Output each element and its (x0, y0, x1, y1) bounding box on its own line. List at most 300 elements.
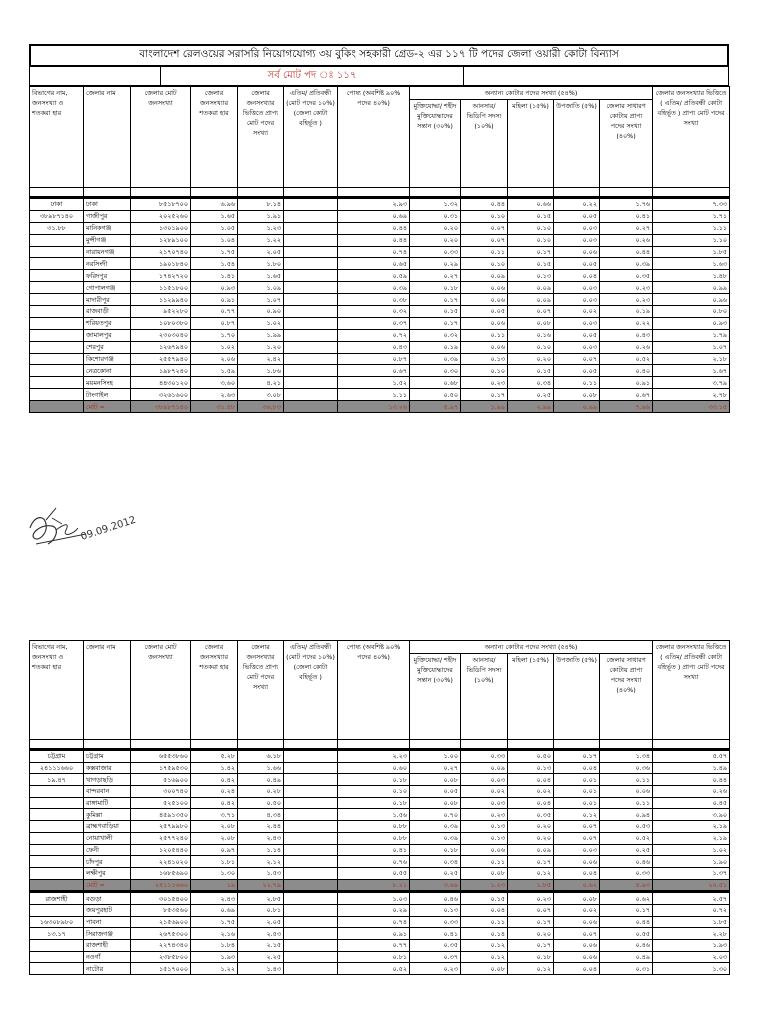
cell-division (30, 341, 84, 353)
cell-ansar-vdp: ০.১৩ (461, 832, 508, 844)
cell-feeder-quota: ১.০৩ (338, 892, 410, 905)
total-row (30, 401, 730, 413)
cell-women: ০.১৭ (508, 940, 554, 952)
cell-district: মোট = (84, 879, 131, 892)
cell-population: ৩৮৯৮৭১৪০ (131, 401, 191, 413)
cell-general-quota: ১.৩৪ (600, 750, 653, 763)
cell-feeder-quota: ১৩.২৬ (338, 401, 410, 413)
cell-general-quota: ০.১৭ (600, 904, 653, 916)
cell-division (30, 809, 84, 821)
table-row (30, 809, 730, 821)
cell-ansar-vdp: ০.১৩ (461, 821, 508, 833)
table-row (30, 774, 730, 786)
cell-freedom-fighter: ০.৩৫ (410, 940, 461, 952)
cell-tribal: ০.১২ (554, 809, 600, 821)
cell-ansar-vdp: ০.০৬ (461, 294, 508, 306)
cell-posts-by-population: ৪.৩৪ (238, 809, 284, 821)
cell-final-posts: ০.৪৪ (653, 774, 730, 786)
header-freedom-fighter: মুক্তিযোদ্ধা/ শহীদ মুক্তিযোদ্ধাদের সন্তান (৩০%) (410, 99, 461, 187)
cell-posts-by-population: ১.৮০ (238, 258, 284, 270)
cell-final-posts: ০.৯৩ (653, 317, 730, 329)
cell-women: ০.৫০ (508, 750, 554, 763)
cell-feeder-quota: ০.৫৯ (338, 270, 410, 282)
cell-final-posts: ৩.৭৯ (653, 377, 730, 389)
cell-percent: ১.৭৫ (191, 916, 238, 928)
cell-tribal: ০.০৭ (554, 928, 600, 940)
cell-ansar-vdp: ০.১৪ (461, 928, 508, 940)
header-other-quota: অন্যান্য কোটার পদের সংখ্যা (৫৪%) (410, 641, 653, 654)
cell-tribal: ০.১১ (554, 377, 600, 389)
cell-district: শেরপুর (84, 341, 131, 353)
cell-tribal: ০.০৩ (554, 294, 600, 306)
table-row (30, 928, 730, 940)
spacer-cell (338, 188, 410, 198)
table-row (30, 270, 730, 282)
cell-district: লক্ষীপুর (84, 867, 131, 879)
table-row (30, 317, 730, 329)
cell-orphan-quota (284, 786, 338, 798)
cell-general-quota: ০.৪৯ (600, 951, 653, 963)
cell-final-posts: ১.১০ (653, 234, 730, 246)
cell-feeder-quota: ১.১১ (338, 389, 410, 401)
cell-final-posts: ২০.৫১ (653, 879, 730, 892)
cell-feeder-quota: ০.৩৯ (338, 282, 410, 294)
header-final-posts: জেলার জনসংখ্যার ভিত্তিতে ( এতিম/ প্রতিবন্ধী কোটা বহির্ভূত ) প্রাপ্য মোট পদের সংখ্যা (653, 641, 730, 740)
cell-percent: ০.৪২ (191, 797, 238, 809)
cell-population: ১১২৯৯৪০ (131, 294, 191, 306)
cell-district: মুন্সীগঞ্জ (84, 234, 131, 246)
cell-general-quota: ০.২৩ (600, 294, 653, 306)
spacer-cell (284, 740, 338, 750)
cell-freedom-fighter: ০.১৮ (410, 282, 461, 294)
cell-division (30, 856, 84, 868)
cell-division: ১৬৩০৮৯৮০ (30, 916, 84, 928)
cell-posts-by-population: ২.৮৫ (238, 892, 284, 905)
cell-final-posts: ০.৮০ (653, 306, 730, 318)
cell-division (30, 786, 84, 798)
cell-posts-by-population: ০.৮১ (238, 904, 284, 916)
cell-district: মাদারীপুর (84, 294, 131, 306)
cell-final-posts: ১.৭৯ (653, 329, 730, 341)
cell-final-posts: ২.৫৭ (653, 892, 730, 905)
cell-tribal: ০.০৬ (554, 856, 600, 868)
cell-tribal: ০.০৪ (554, 963, 600, 975)
header-freedom-fighter: মুক্তিযোদ্ধা/ শহীদ মুক্তিযোদ্ধাদের সন্তান (৩০%) (410, 653, 461, 739)
cell-feeder-quota: ০.৩২ (338, 306, 410, 318)
cell-population: ২৩৮৫৮০০ (131, 951, 191, 963)
cell-freedom-fighter: ০.৩০ (410, 365, 461, 377)
cell-division: ২৪১১১৬৬০ (30, 762, 84, 774)
cell-ansar-vdp: ০.০৩ (461, 774, 508, 786)
cell-ansar-vdp: ০.০৬ (461, 844, 508, 856)
cell-orphan-quota (284, 809, 338, 821)
cell-population: ৬৫৫৩৮৬০ (131, 750, 191, 763)
subtitle-row (29, 67, 729, 86)
cell-final-posts: ২.০৩ (653, 951, 730, 963)
cell-division: ঢাকা (30, 198, 84, 211)
spacer-cell (191, 740, 238, 750)
cell-percent: ০.৪২ (191, 774, 238, 786)
table-row (30, 234, 730, 246)
cell-freedom-fighter: ০.৪১ (410, 928, 461, 940)
cell-division (30, 282, 84, 294)
cell-district: নাটোর (84, 963, 131, 975)
cell-women: ০.১৭ (508, 856, 554, 868)
cell-tribal: ০.০৩ (554, 844, 600, 856)
table-row (30, 306, 730, 318)
cell-ansar-vdp: ০.১১ (461, 856, 508, 868)
cell-ansar-vdp: ০.০৪ (461, 904, 508, 916)
spacer-cell (600, 740, 653, 750)
cell-tribal: ০.০১ (554, 774, 600, 786)
signature-date: 09.09.2012 (79, 514, 138, 543)
cell-division: ১৯.৪৭ (30, 774, 84, 786)
table-row (30, 867, 730, 879)
cell-percent: ৩.৭১ (191, 809, 238, 821)
cell-ansar-vdp: ০.০৩ (461, 797, 508, 809)
table-row (30, 940, 730, 952)
cell-final-posts: ১.৪৮ (653, 270, 730, 282)
cell-freedom-fighter: ০.০৮ (410, 797, 461, 809)
cell-general-quota: ৭.৯৬ (600, 401, 653, 413)
cell-orphan-quota (284, 963, 338, 975)
cell-orphan-quota (284, 246, 338, 258)
cell-orphan-quota (284, 832, 338, 844)
cell-final-posts: ১.৯৩ (653, 940, 730, 952)
cell-ansar-vdp: ০.১১ (461, 916, 508, 928)
table-row (30, 916, 730, 928)
table-row (30, 797, 730, 809)
cell-posts-by-population: ১.৮৬ (238, 365, 284, 377)
cell-district: ব্রাহ্মণবাড়িয়া (84, 821, 131, 833)
cell-feeder-quota: ১.৫৬ (338, 809, 410, 821)
cell-women: ০.২০ (508, 928, 554, 940)
cell-division: ৩১.৮৮ (30, 222, 84, 234)
cell-population: ১২৮৯১০০ (131, 234, 191, 246)
header-ansar-vdp: আনসার/ ভিডিপি সদস্য (১০%) (461, 653, 508, 739)
table-row (30, 844, 730, 856)
cell-feeder-quota: ০.৭৪ (338, 916, 410, 928)
cell-percent: ১.৫৯ (191, 365, 238, 377)
cell-orphan-quota (284, 389, 338, 401)
cell-district: নেত্রকোনা (84, 365, 131, 377)
cell-division (30, 306, 84, 318)
cell-general-quota: ০.৫৩ (600, 821, 653, 833)
cell-district: গোপালগঞ্জ (84, 282, 131, 294)
cell-percent: ১.৩০ (191, 867, 238, 879)
cell-general-quota: ০.২৬ (600, 234, 653, 246)
cell-percent: ০.২৪ (191, 786, 238, 798)
cell-tribal: ০.০৪ (554, 867, 600, 879)
cell-ansar-vdp: ০.০৮ (461, 963, 508, 975)
cell-population: ১২০৫৪৪০ (131, 844, 191, 856)
cell-ansar-vdp: ০.১১ (461, 329, 508, 341)
cell-feeder-quota: ০.২৯ (338, 904, 410, 916)
cell-women: ০.০৯ (508, 294, 554, 306)
cell-district: মোট = (84, 401, 131, 413)
cell-percent: ২.০৬ (191, 353, 238, 365)
table-row (30, 786, 730, 798)
cell-feeder-quota: ২.৯৩ (338, 198, 410, 211)
cell-tribal: ০.০২ (554, 904, 600, 916)
cell-freedom-fighter: ০.৩৩ (410, 916, 461, 928)
cell-posts-by-population: ১.৪৩ (238, 963, 284, 975)
cell-general-quota: ০.৩৬ (600, 762, 653, 774)
cell-tribal: ০.০৬ (554, 951, 600, 963)
cell-tribal: ০.০৫ (554, 258, 600, 270)
cell-district: জামালপুর (84, 329, 131, 341)
spacer-cell (653, 740, 730, 750)
cell-general-quota: ০.৫২ (600, 832, 653, 844)
cell-feeder-quota: ০.৫২ (338, 963, 410, 975)
cell-orphan-quota (284, 341, 338, 353)
cell-final-posts: ১.৭১ (653, 210, 730, 222)
spacer-cell (191, 188, 238, 198)
cell-women: ০.১৫ (508, 258, 554, 270)
cell-tribal: ০.০৭ (554, 832, 600, 844)
cell-posts-by-population: ২.২৫ (238, 951, 284, 963)
table-row (30, 365, 730, 377)
cell-percent: ২.৬৩ (191, 389, 238, 401)
cell-population: ১৭৫৯৫৩০ (131, 762, 191, 774)
cell-ansar-vdp: ০.২৩ (461, 809, 508, 821)
cell-division (30, 270, 84, 282)
table-header (30, 641, 730, 740)
cell-population: ৮৫৩৫৬০ (131, 904, 191, 916)
table-row (30, 951, 730, 963)
cell-population: ২৪১১১৬৬০ (131, 879, 191, 892)
cell-tribal: ০.০৫ (554, 329, 600, 341)
cell-division (30, 940, 84, 952)
cell-district: নারায়নগঞ্জ (84, 246, 131, 258)
cell-orphan-quota (284, 377, 338, 389)
cell-posts-by-population: ০.৪৯ (238, 774, 284, 786)
cell-feeder-quota: ০.৮৮ (338, 821, 410, 833)
cell-orphan-quota (284, 258, 338, 270)
cell-freedom-fighter: ০.৬৮ (410, 377, 461, 389)
cell-orphan-quota (284, 353, 338, 365)
cell-percent: ৫.২৮ (191, 750, 238, 763)
cell-ansar-vdp: ০.২৩ (461, 377, 508, 389)
cell-tribal: ০.০৪ (554, 762, 600, 774)
cell-percent: ০.৮৭ (191, 317, 238, 329)
cell-women: ০.৬৬ (508, 198, 554, 211)
cell-orphan-quota (284, 401, 338, 413)
cell-general-quota: ০.৯১ (600, 377, 653, 389)
cell-women: ০.০২ (508, 786, 554, 798)
cell-orphan-quota (284, 774, 338, 786)
cell-posts-by-population: ১.৬৫ (238, 270, 284, 282)
cell-final-posts: ৫.৫৭ (653, 750, 730, 763)
cell-general-quota: ১.৭৬ (600, 198, 653, 211)
cell-women: ০.০৮ (508, 317, 554, 329)
cell-final-posts: ০.৯৯ (653, 282, 730, 294)
cell-general-quota: ০.২৭ (600, 222, 653, 234)
cell-posts-by-population: ০.২৮ (238, 786, 284, 798)
cell-feeder-quota: ২.২৩ (338, 750, 410, 763)
cell-district: বগুড়া (84, 892, 131, 905)
cell-posts-by-population: ৩৬.৮৩ (238, 401, 284, 413)
cell-tribal: ০.২২ (554, 198, 600, 211)
cell-percent: ৬.৯৬ (191, 198, 238, 211)
cell-population: ২৬৭৫৩০০ (131, 928, 191, 940)
cell-posts-by-population: ১.০২ (238, 317, 284, 329)
cell-final-posts: ১.৩০ (653, 963, 730, 975)
cell-tribal: ০.০৫ (554, 365, 600, 377)
cell-women: ০.০৭ (508, 306, 554, 318)
cell-population: ১০৮০৩৮০ (131, 317, 191, 329)
cell-population: ১৯০১৮৪০ (131, 258, 191, 270)
cell-freedom-fighter: ০.২৭ (410, 270, 461, 282)
cell-percent: ১.৭৫ (191, 246, 238, 258)
cell-division: ১৩.১৭ (30, 928, 84, 940)
spacer-cell (131, 740, 191, 750)
cell-freedom-fighter: ১.৩২ (410, 198, 461, 211)
cell-feeder-quota: ০.৪৪ (338, 222, 410, 234)
cell-percent: ১.৪১ (191, 270, 238, 282)
cell-percent: ১.০৪ (191, 234, 238, 246)
cell-district: খাগড়াছড়ি (84, 774, 131, 786)
cell-posts-by-population: ২২.৭৯ (238, 879, 284, 892)
header-women: মহিলা (১৫%) (508, 653, 554, 739)
header-general-quota: জেলার সাধারণ কোটায় প্রাপ্য পদের সংখ্যা (৪০%) (600, 653, 653, 739)
cell-general-quota: ০.৬২ (600, 892, 653, 905)
header-posts-by-population: জেলার জনসংখ্যার ভিত্তিতে প্রাপ্য মোট পদের সংখ্যা (238, 87, 284, 188)
cell-orphan-quota (284, 916, 338, 928)
cell-women: ০.০৯ (508, 282, 554, 294)
cell-division (30, 377, 84, 389)
cell-women: ০.৩৫ (508, 809, 554, 821)
cell-percent: ০.৯৭ (191, 844, 238, 856)
cell-women: ২.৯৯ (508, 401, 554, 413)
cell-tribal: ০.০৮ (554, 892, 600, 905)
cell-freedom-fighter: ০.৩২ (410, 329, 461, 341)
cell-freedom-fighter: ০.৩৯ (410, 832, 461, 844)
cell-division (30, 317, 84, 329)
cell-general-quota: ০.৯৪ (600, 809, 653, 821)
cell-feeder-quota: ০.৭৭ (338, 940, 410, 952)
cell-feeder-quota: ০.৬৭ (338, 365, 410, 377)
cell-women: ০.২৩ (508, 892, 554, 905)
cell-division (30, 951, 84, 963)
cell-final-posts: ০.২৬ (653, 786, 730, 798)
cell-general-quota: ০.৪৪ (600, 246, 653, 258)
cell-tribal: ০.০৩ (554, 317, 600, 329)
cell-posts-by-population: ২.১২ (238, 856, 284, 868)
cell-general-quota: ০.৫৫ (600, 928, 653, 940)
cell-district: সিরাজগঞ্জ (84, 928, 131, 940)
spacer-cell (30, 740, 84, 750)
cell-ansar-vdp: ০.১৩ (461, 353, 508, 365)
header-general-quota: জেলার সাধারণ কোটায় প্রাপ্য পদের সংখ্যা (৪০%) (600, 99, 653, 187)
header-final-posts: জেলার জনসংখ্যার ভিত্তিতে ( এতিম/ প্রতিবন্ধী কোটা বহির্ভূত ) প্রাপ্য মোট পদের সংখ্যা (653, 87, 730, 188)
cell-division: রাজশাহী (30, 892, 84, 905)
cell-ansar-vdp: ০.০৬ (461, 282, 508, 294)
header-orphan-quota: এতিম/ প্রতিবন্ধী (মোট পদের ১০%) (জেলা কোটা বহির্ভূত ) (284, 641, 338, 740)
cell-division (30, 234, 84, 246)
cell-ansar-vdp: ০.০৭ (461, 222, 508, 234)
spacer-cell (410, 740, 461, 750)
cell-women: ০.২০ (508, 353, 554, 365)
cell-final-posts: ৩৩.১৫ (653, 401, 730, 413)
cell-final-posts: ২.১৮ (653, 353, 730, 365)
cell-women: ০.১৭ (508, 916, 554, 928)
cell-general-quota: ০.৪৬ (600, 856, 653, 868)
header-other-quota: অন্যান্য কোটার পদের সংখ্যা (৫৪%) (410, 87, 653, 100)
cell-freedom-fighter: ০.৭০ (410, 809, 461, 821)
cell-tribal: ০.০৮ (554, 389, 600, 401)
cell-feeder-quota: ১.৫২ (338, 377, 410, 389)
spacer-cell (554, 188, 600, 198)
cell-population: ১৬৮৫৬৯০ (131, 867, 191, 879)
spacer-cell (84, 188, 131, 198)
header-district: জেলার নাম (84, 641, 131, 740)
cell-freedom-fighter: ০.৩৭ (410, 951, 461, 963)
table-row (30, 329, 730, 341)
cell-tribal: ০.০৩ (554, 282, 600, 294)
cell-population: ২৫৫৭৯৪০ (131, 353, 191, 365)
header-percent: জেলার জনসংখ্যার শতকরা হার (191, 87, 238, 188)
subtitle-spacer-right (464, 67, 728, 85)
table-row (30, 377, 730, 389)
cell-orphan-quota (284, 928, 338, 940)
spacer-cell (600, 188, 653, 198)
cell-tribal: ০.০৫ (554, 210, 600, 222)
cell-posts-by-population: ২.১৫ (238, 940, 284, 952)
cell-percent: ১.৮৪ (191, 940, 238, 952)
cell-final-posts: ১.৪৯ (653, 762, 730, 774)
cell-women: ০.২০ (508, 821, 554, 833)
cell-tribal: ০.০৪ (554, 270, 600, 282)
spacer-cell (30, 188, 84, 198)
table-row (30, 246, 730, 258)
header-orphan-quota: এতিম/ প্রতিবন্ধী (মোট পদের ১০%) (জেলা কোটা বহির্ভূত ) (284, 87, 338, 188)
cell-ansar-vdp: ০.১১ (461, 246, 508, 258)
cell-tribal: ০.০৩ (554, 234, 600, 246)
cell-final-posts: ১.৯০ (653, 856, 730, 868)
cell-freedom-fighter: ০.২৫ (410, 867, 461, 879)
cell-orphan-quota (284, 892, 338, 905)
cell-population: ৯৫২২৮০ (131, 306, 191, 318)
cell-percent: ৩১.৪৮ (191, 401, 238, 413)
cell-women: ০.১৬ (508, 329, 554, 341)
cell-district: চাঁদপুর (84, 856, 131, 868)
header-feeder-quota: পোষ্য (অবশিষ্ট ৯০% পদের ৪০%) (338, 87, 410, 188)
header-population: জেলার মোট জনসংখ্যা (131, 641, 191, 740)
cell-feeder-quota: ০.৩৮ (338, 294, 410, 306)
cell-division (30, 844, 84, 856)
cell-general-quota: ০.৪১ (600, 210, 653, 222)
cell-district: জয়পুরহাট (84, 904, 131, 916)
cell-district: শরিয়তপুর (84, 317, 131, 329)
table-body (30, 188, 730, 413)
table-row (30, 341, 730, 353)
cell-ansar-vdp: ১.২৩ (461, 879, 508, 892)
cell-general-quota: ০.০৬ (600, 786, 653, 798)
table-row (30, 282, 730, 294)
cell-orphan-quota (284, 294, 338, 306)
cell-orphan-quota (284, 797, 338, 809)
spacer-cell (131, 188, 191, 198)
cell-women: ০.১৮ (508, 951, 554, 963)
cell-final-posts: ১.৮৫ (653, 916, 730, 928)
spacer-cell (84, 740, 131, 750)
cell-feeder-quota: ০.১০ (338, 786, 410, 798)
cell-percent: ২.১৬ (191, 928, 238, 940)
cell-freedom-fighter: ০.১৭ (410, 294, 461, 306)
cell-district: গাজীপুর (84, 210, 131, 222)
cell-percent: ১.০৫ (191, 222, 238, 234)
